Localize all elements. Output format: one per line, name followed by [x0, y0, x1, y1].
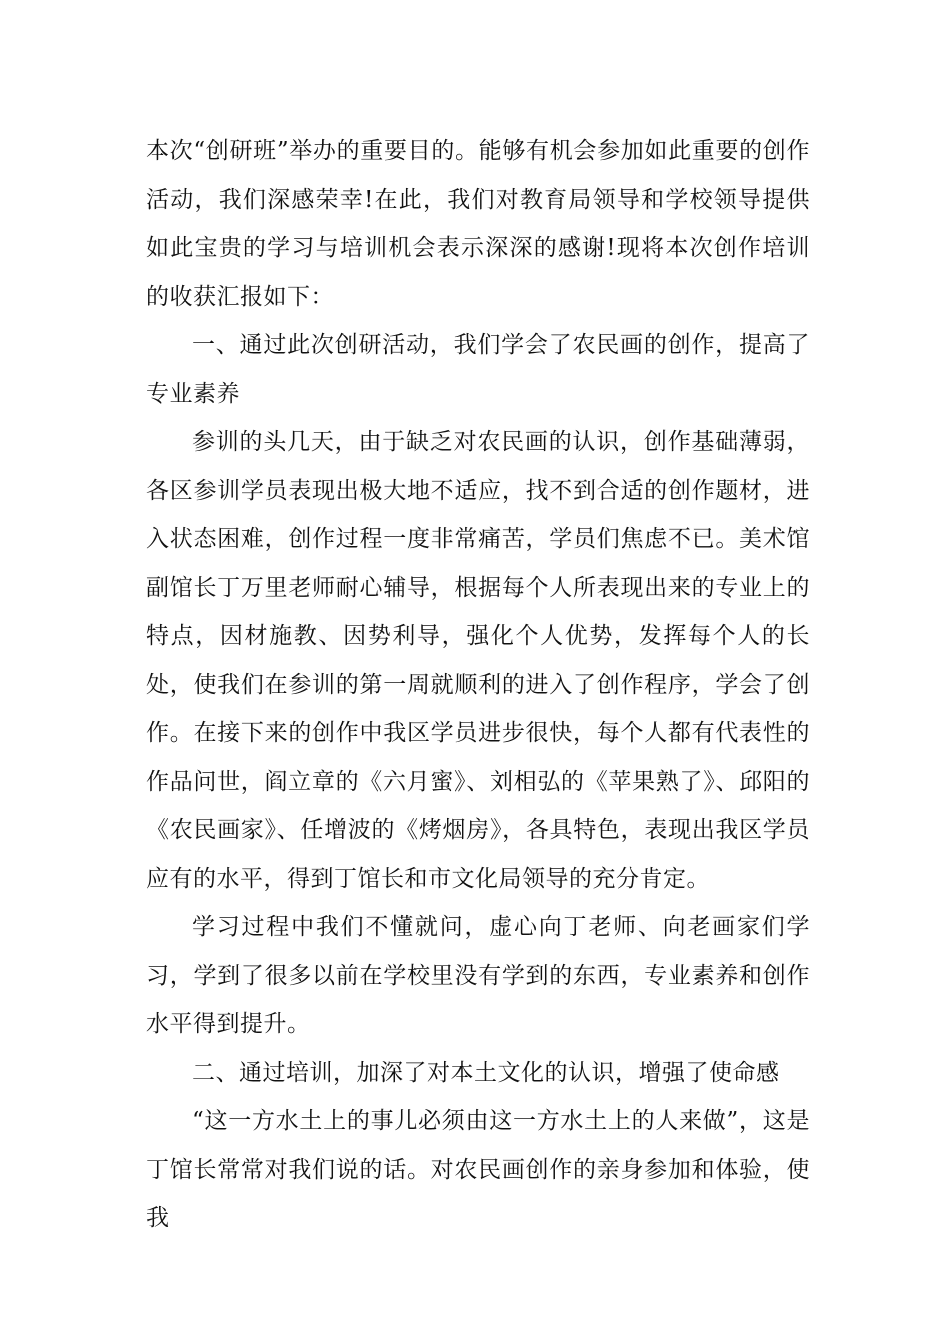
paragraph-intro-continuation: 本次“创研班”举办的重要目的。能够有机会参加如此重要的创作活动，我们深感荣幸!在此，我们对教育局领导和学校领导提供如此宝贵的学习与培训机会表示深深的感谢!现将本次创作培训的收获汇报如下：: [146, 138, 810, 310]
section-heading-2: 二、通过培训，加深了对本土文化的认识，增强了使命感: [192, 1059, 780, 1086]
section-heading-1: 一、通过此次创研活动，我们学会了农民画的创作，提高了专业素养: [146, 332, 810, 407]
paragraph-learning-process: 学习过程中我们不懂就问，虚心向丁老师、向老画家们学习，学到了很多以前在学校里没有学到的东西，专业素养和创作水平得到提升。: [146, 914, 810, 1037]
paragraph-local-culture: “这一方水土上的事儿必须由这一方水土上的人来做”，这是丁馆长常常对我们说的话。对农民画创作的亲身参加和体验，使我: [146, 1108, 810, 1231]
document-body: [146, 127, 810, 1243]
paragraph-training-experience: 参训的头几天，由于缺乏对农民画的认识，创作基础薄弱，各区参训学员表现出极大地不适应，找不到合适的创作题材，进入状态困难，创作过程一度非常痛苦，学员们焦虑不已。美术馆副馆长丁万里老师耐心辅导，根据每个人所表现出来的专业上的特点，因材施教、因势利导，强化个人优势，发挥每个人的长处，使我们在参训的第一周就顺利的进入了创作程序，学会了创作。在接下来的创作中我区学员进步很快，每个人都有代表性的作品问世，阎立章的《六月蜜》、刘相弘的《苹果熟了》、邱阳的《农民画家》、任增波的《烤烟房》，各具特色，表现出我区学员应有的水平，得到丁馆长和市文化局领导的充分肯定。: [146, 429, 810, 892]
